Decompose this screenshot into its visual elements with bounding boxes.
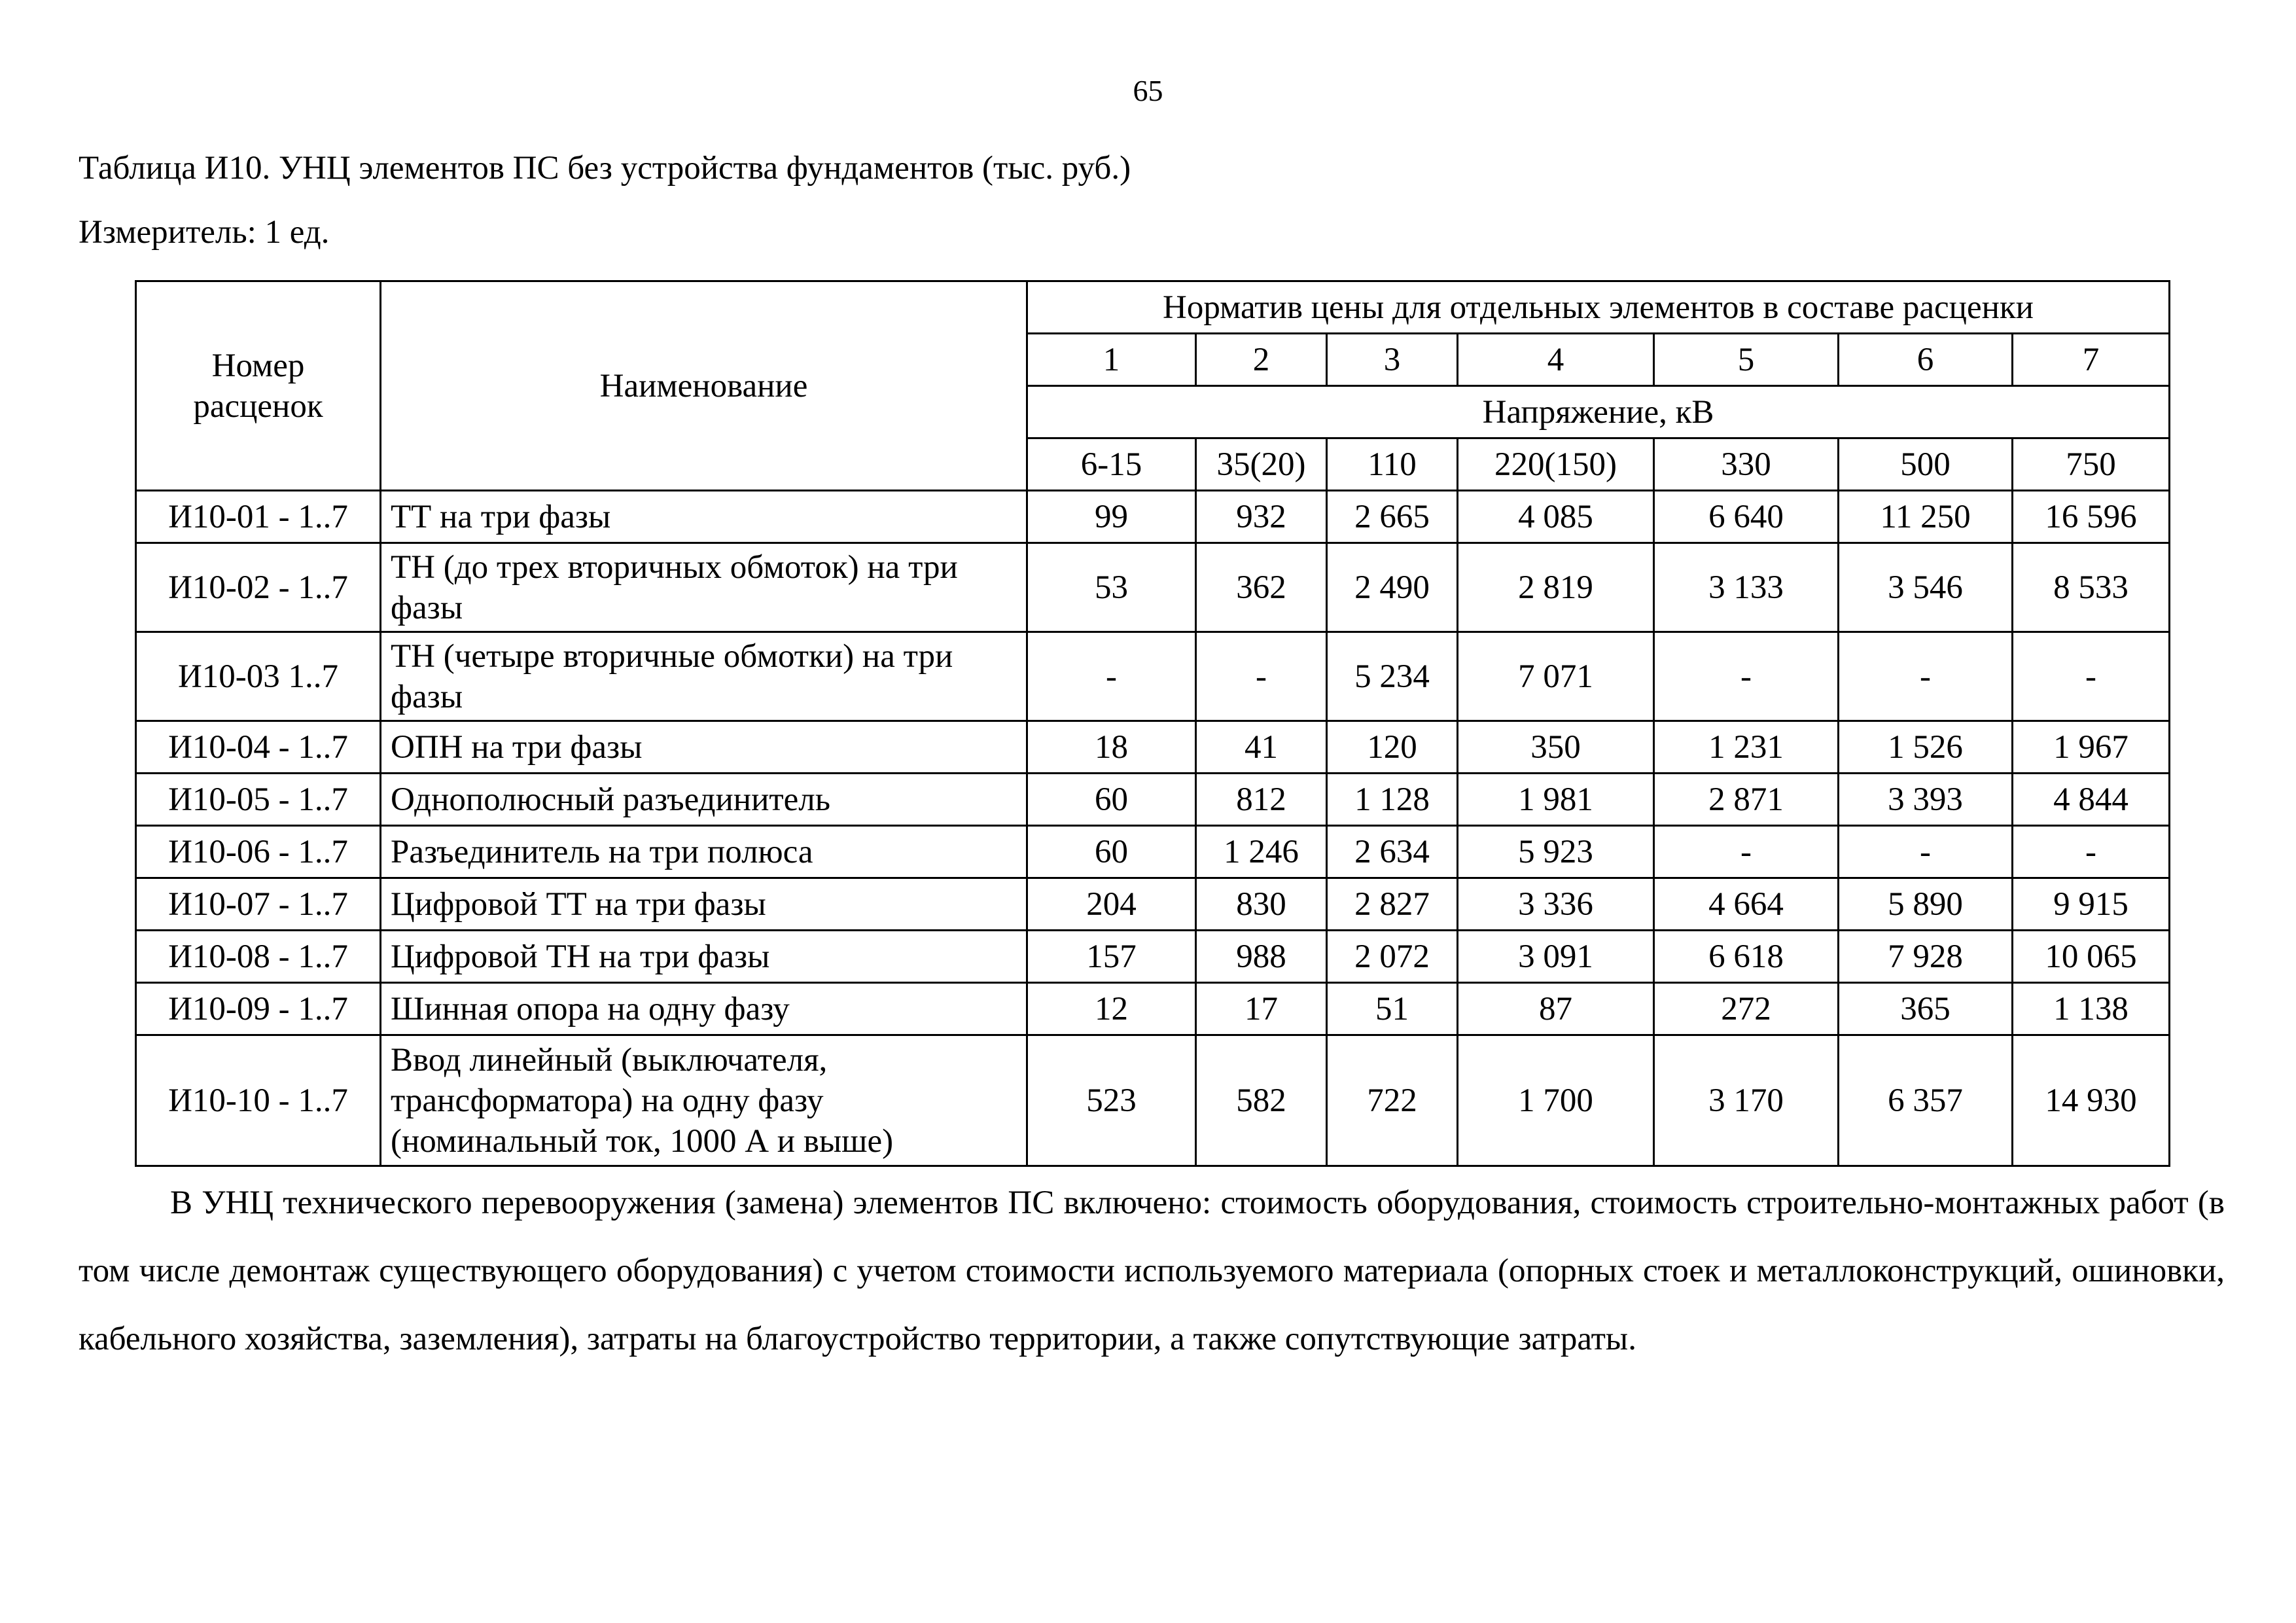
row-value: - <box>1654 826 1839 878</box>
row-value: 204 <box>1027 878 1196 931</box>
row-value: 60 <box>1027 774 1196 826</box>
row-value: 1 700 <box>1458 1035 1654 1166</box>
row-value: - <box>2013 632 2170 721</box>
row-value: 60 <box>1027 826 1196 878</box>
row-value: - <box>1027 632 1196 721</box>
row-code: И10-04 - 1..7 <box>136 721 381 774</box>
row-code: И10-01 - 1..7 <box>136 491 381 543</box>
row-value: 2 871 <box>1654 774 1839 826</box>
row-name: ОПН на три фазы <box>381 721 1027 774</box>
row-value: 582 <box>1196 1035 1327 1166</box>
row-value: 2 634 <box>1327 826 1458 878</box>
row-value: 1 231 <box>1654 721 1839 774</box>
table-row <box>136 931 2170 983</box>
table-row <box>136 632 2170 721</box>
header-number: 1 <box>1027 334 1196 386</box>
row-code: И10-03 1..7 <box>136 632 381 721</box>
row-value: 5 923 <box>1458 826 1654 878</box>
row-value: - <box>1654 632 1839 721</box>
row-name: Разъединитель на три полюса <box>381 826 1027 878</box>
table-row <box>136 491 2170 543</box>
row-value: - <box>1839 632 2013 721</box>
header-voltage: 6-15 <box>1027 438 1196 491</box>
header-group: Норматив цены для отдельных элементов в составе расценки <box>1027 281 2170 334</box>
row-value: 41 <box>1196 721 1327 774</box>
header-row-group <box>136 281 2170 334</box>
header-code: Номер расценок <box>136 281 381 491</box>
header-voltage: 35(20) <box>1196 438 1327 491</box>
row-value: 3 133 <box>1654 543 1839 632</box>
table-row <box>136 1035 2170 1166</box>
table-row <box>136 878 2170 931</box>
row-value: 1 128 <box>1327 774 1458 826</box>
header-number: 2 <box>1196 334 1327 386</box>
row-value: 16 596 <box>2013 491 2170 543</box>
row-value: - <box>1839 826 2013 878</box>
row-value: 3 546 <box>1839 543 2013 632</box>
table-row <box>136 543 2170 632</box>
row-value: 830 <box>1196 878 1327 931</box>
row-value: 365 <box>1839 983 2013 1035</box>
row-value: 988 <box>1196 931 1327 983</box>
row-value: 18 <box>1027 721 1196 774</box>
row-value: 7 071 <box>1458 632 1654 721</box>
table-row <box>136 774 2170 826</box>
row-value: 272 <box>1654 983 1839 1035</box>
row-value: 3 091 <box>1458 931 1654 983</box>
row-code: И10-08 - 1..7 <box>136 931 381 983</box>
header-voltage: 500 <box>1839 438 2013 491</box>
row-name: Шинная опора на одну фазу <box>381 983 1027 1035</box>
row-value: 2 072 <box>1327 931 1458 983</box>
row-value: 2 827 <box>1327 878 1458 931</box>
row-value: 5 234 <box>1327 632 1458 721</box>
row-value: 7 928 <box>1839 931 2013 983</box>
row-code: И10-05 - 1..7 <box>136 774 381 826</box>
header-name: Наименование <box>381 281 1027 491</box>
row-value: 12 <box>1027 983 1196 1035</box>
table-row <box>136 983 2170 1035</box>
row-value: 1 526 <box>1839 721 2013 774</box>
row-value: 53 <box>1027 543 1196 632</box>
body-paragraph: В УНЦ технического перевооружения (замена) элементов ПС включено: стоимость оборудования, стоимость строительно-монтажных работ (в том числе демонтаж существующего оборудования) с учетом стоимости используемого материала (опорных стоек и металлоконструкций, ошиновки, кабельного хозяйства, заземления), затраты на благоустройство территории, а также сопутствующие затраты. <box>79 1185 2225 1357</box>
row-value: 2 665 <box>1327 491 1458 543</box>
row-value: 120 <box>1327 721 1458 774</box>
row-value: 2 490 <box>1327 543 1458 632</box>
row-name: ТН (до трех вторичных обмоток) на три фазы <box>381 543 1027 632</box>
row-value: 3 170 <box>1654 1035 1839 1166</box>
row-name: ТН (четыре вторичные обмотки) на три фазы <box>381 632 1027 721</box>
row-name: Цифровой ТТ на три фазы <box>381 878 1027 931</box>
row-name: Цифровой ТН на три фазы <box>381 931 1027 983</box>
row-value: 9 915 <box>2013 878 2170 931</box>
row-value: 51 <box>1327 983 1458 1035</box>
row-value: 1 246 <box>1196 826 1327 878</box>
row-value: 4 664 <box>1654 878 1839 931</box>
header-number: 5 <box>1654 334 1839 386</box>
row-value: 350 <box>1458 721 1654 774</box>
row-value: 1 138 <box>2013 983 2170 1035</box>
row-value: 6 618 <box>1654 931 1839 983</box>
row-code: И10-02 - 1..7 <box>136 543 381 632</box>
table-row <box>136 721 2170 774</box>
row-value: 1 967 <box>2013 721 2170 774</box>
table-row <box>136 826 2170 878</box>
row-value: 722 <box>1327 1035 1458 1166</box>
unit-line: Измеритель: 1 ед. <box>79 214 330 251</box>
header-voltage: 330 <box>1654 438 1839 491</box>
row-value: 11 250 <box>1839 491 2013 543</box>
row-value: 4 844 <box>2013 774 2170 826</box>
row-code: И10-10 - 1..7 <box>136 1035 381 1166</box>
row-value: 932 <box>1196 491 1327 543</box>
row-code: И10-09 - 1..7 <box>136 983 381 1035</box>
header-number: 7 <box>2013 334 2170 386</box>
header-number: 3 <box>1327 334 1458 386</box>
row-value: 8 533 <box>2013 543 2170 632</box>
row-value: 157 <box>1027 931 1196 983</box>
row-value: 10 065 <box>2013 931 2170 983</box>
header-voltage: 750 <box>2013 438 2170 491</box>
row-value: - <box>1196 632 1327 721</box>
table-title: Таблица И10. УНЦ элементов ПС без устройства фундаментов (тыс. руб.) <box>79 150 1131 187</box>
row-code: И10-06 - 1..7 <box>136 826 381 878</box>
row-value: 1 981 <box>1458 774 1654 826</box>
row-name: Однополюсный разъединитель <box>381 774 1027 826</box>
row-value: 14 930 <box>2013 1035 2170 1166</box>
header-number: 6 <box>1839 334 2013 386</box>
body-text <box>79 1169 2225 1373</box>
header-voltage-label: Напряжение, кВ <box>1027 386 2170 438</box>
row-value: 5 890 <box>1839 878 2013 931</box>
row-value: 3 393 <box>1839 774 2013 826</box>
price-table <box>135 280 2170 1167</box>
table-body <box>136 491 2170 1166</box>
page-number: 65 <box>1133 74 1163 107</box>
row-value: 3 336 <box>1458 878 1654 931</box>
row-value: 812 <box>1196 774 1327 826</box>
row-value: 523 <box>1027 1035 1196 1166</box>
row-value: - <box>2013 826 2170 878</box>
row-value: 6 640 <box>1654 491 1839 543</box>
row-value: 6 357 <box>1839 1035 2013 1166</box>
row-value: 87 <box>1458 983 1654 1035</box>
row-value: 362 <box>1196 543 1327 632</box>
row-value: 2 819 <box>1458 543 1654 632</box>
header-voltage: 110 <box>1327 438 1458 491</box>
row-code: И10-07 - 1..7 <box>136 878 381 931</box>
row-name: ТТ на три фазы <box>381 491 1027 543</box>
row-value: 4 085 <box>1458 491 1654 543</box>
row-name: Ввод линейный (выключателя, трансформатора) на одну фазу (номинальный ток, 1000 А и выше) <box>381 1035 1027 1166</box>
row-value: 99 <box>1027 491 1196 543</box>
row-value: 17 <box>1196 983 1327 1035</box>
header-voltage: 220(150) <box>1458 438 1654 491</box>
header-number: 4 <box>1458 334 1654 386</box>
